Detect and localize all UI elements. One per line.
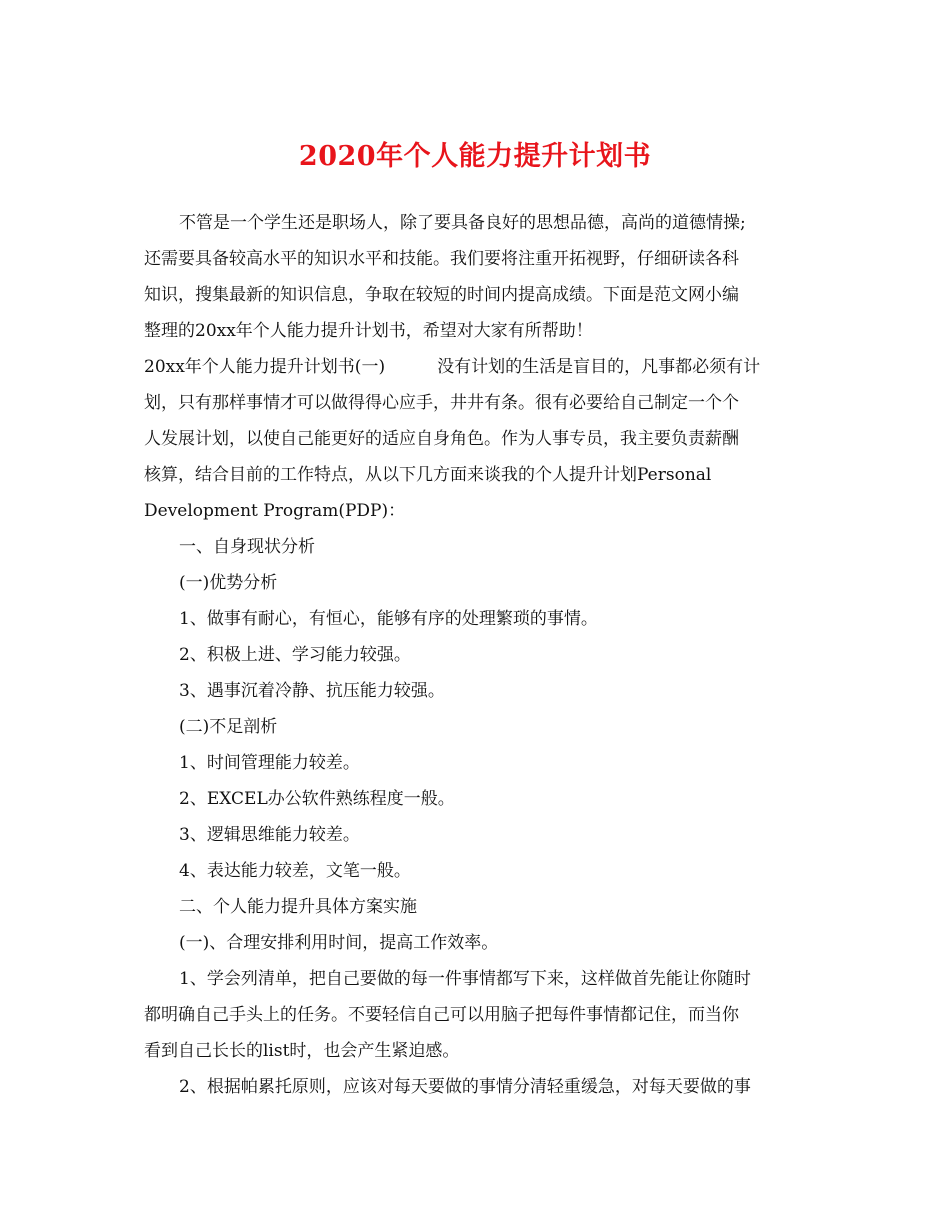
paragraph-line: 划，只有那样事情才可以做得得心应手，井井有条。很有必要给自己制定一个个 xyxy=(144,393,739,413)
document-title: 2020年个人能力提升计划书 xyxy=(298,141,652,172)
paragraph-line: 都明确自己手头上的任务。不要轻信自己可以用脑子把每件事情都记住，而当你 xyxy=(144,1005,739,1025)
paragraph-line: 人发展计划，以使自己能更好的适应自身角色。作为人事专员，我主要负责薪酬 xyxy=(144,429,739,449)
list-item: 2、EXCEL办公软件熟练程度一般。 xyxy=(179,789,455,809)
paragraph-line: 还需要具备较高水平的知识水平和技能。我们要将注重开拓视野，仔细研读各科 xyxy=(144,249,739,269)
list-item: 4、表达能力较差，文笔一般。 xyxy=(179,861,411,881)
list-item: 3、遇事沉着冷静、抗压能力较强。 xyxy=(179,681,445,701)
list-item: 1、做事有耐心，有恒心，能够有序的处理繁琐的事情。 xyxy=(179,609,598,629)
paragraph-line: Development Program(PDP)： xyxy=(144,501,406,521)
paragraph-line xyxy=(144,349,806,385)
subsection-heading: (一)、合理安排利用时间，提高工作效率。 xyxy=(179,933,499,953)
paragraph-line: 不管是一个学生还是职场人，除了要具备良好的思想品德，高尚的道德情操; xyxy=(179,213,746,233)
list-item: 2、积极上进、学习能力较强。 xyxy=(179,645,411,665)
subsection-heading: (一)优势分析 xyxy=(179,573,278,593)
paragraph-text: 没有计划的生活是盲目的，凡事都必须有计 xyxy=(437,357,761,377)
paragraph-line: 整理的20xx年个人能力提升计划书，希望对大家有所帮助！ xyxy=(144,321,593,341)
paragraph-line: 知识，搜集最新的知识信息，争取在较短的时间内提高成绩。下面是范文网小编 xyxy=(144,285,739,305)
section-subheading: 20xx年个人能力提升计划书(一) xyxy=(144,357,386,377)
paragraph-line: 看到自己长长的list时，也会产生紧迫感。 xyxy=(144,1041,460,1061)
document-body xyxy=(144,205,806,1105)
paragraph-line: 2、根据帕累托原则，应该对每天要做的事情分清轻重缓急，对每天要做的事 xyxy=(179,1077,751,1097)
list-item: 1、时间管理能力较差。 xyxy=(179,753,360,773)
subsection-heading: (二)不足剖析 xyxy=(179,717,278,737)
section-heading: 一、自身现状分析 xyxy=(179,537,315,557)
paragraph-line: 核算，结合目前的工作特点，从以下几方面来谈我的个人提升计划Personal xyxy=(144,465,712,485)
list-item: 3、逻辑思维能力较差。 xyxy=(179,825,360,845)
paragraph-line: 1、学会列清单，把自己要做的每一件事情都写下来，这样做首先能让你随时 xyxy=(179,969,751,989)
section-heading: 二、个人能力提升具体方案实施 xyxy=(179,897,417,917)
